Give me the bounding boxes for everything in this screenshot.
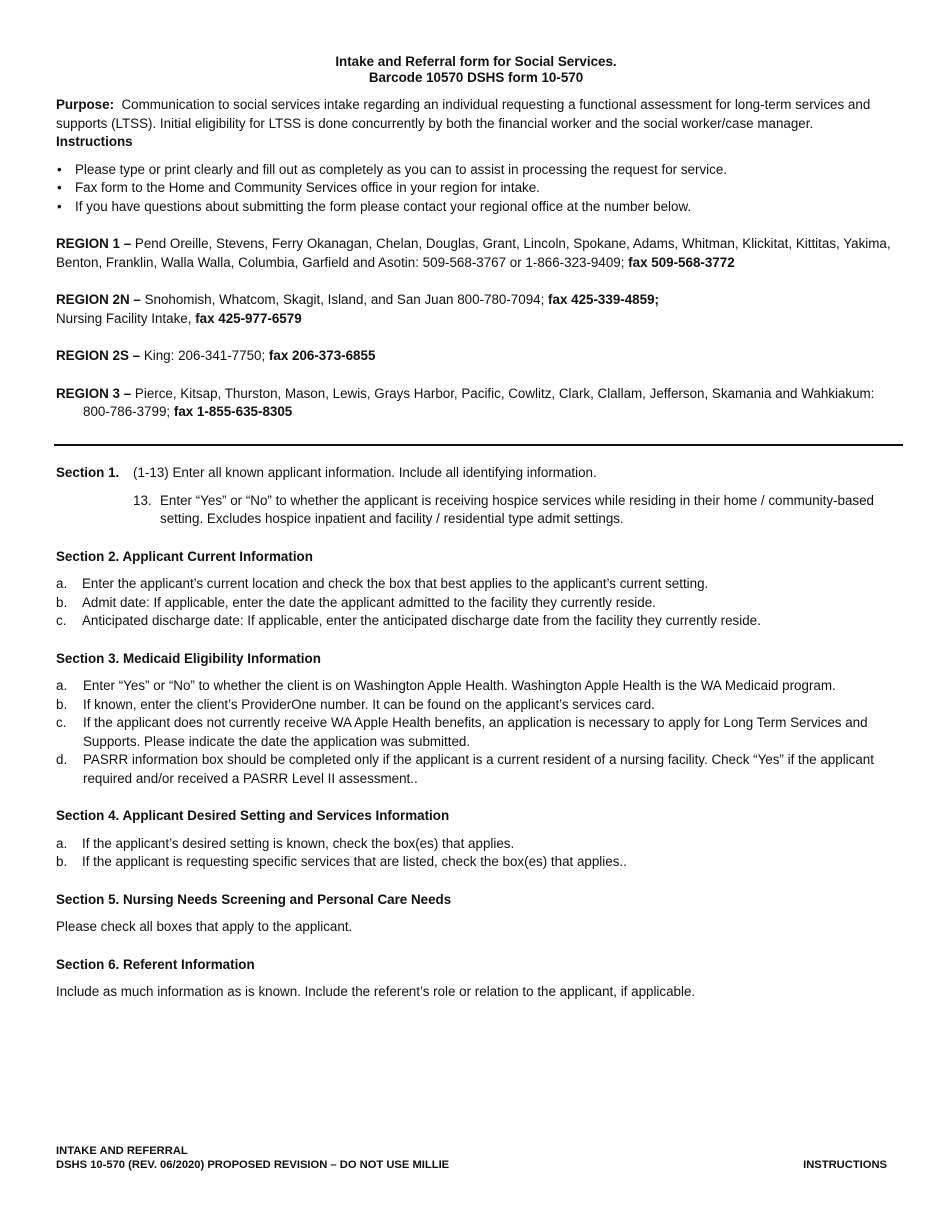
section-5-text: Please check all boxes that apply to the applicant. [56, 919, 353, 934]
item-letter: c. [56, 613, 67, 628]
list-item: • Fax form to the Home and Community Services office in your region for intake. [56, 179, 896, 198]
item-text: Admit date: If applicable, enter the date the applicant admitted to the facility they currently reside. [82, 594, 656, 610]
section-instructions [56, 464, 896, 1002]
item-text: Enter “Yes” or “No” to whether the client is on Washington Apple Health. Washington Apple Health is the WA Medicaid program. [83, 678, 836, 693]
list-item [56, 835, 896, 854]
region-2n-nursing-text: Nursing Facility Intake, [56, 310, 192, 326]
region-2n [56, 291, 896, 328]
list-item [56, 612, 896, 631]
instructions-list [56, 161, 896, 217]
region-3 [56, 385, 896, 422]
list-item [56, 594, 896, 613]
section-6-text: Include as much information as is known. Include the referent’s role or relation to the applicant, if applicable. [56, 984, 696, 999]
region-1-text: Pend Oreille, Stevens, Ferry Okanagan, Chelan, Douglas, Grant, Lincoln, Spokane, Adams, Whitman, Klickitat, Kittitas, Yakima, Benton, Franklin, Walla Walla, Columbia, Garfield and Asotin: 509-568-3767 or 1-866-323-9409; [56, 236, 891, 270]
purpose-label: Purpose: [56, 97, 115, 112]
region-3-text: Pierce, Kitsap, Thurston, Mason, Lewis, Grays Harbor, Pacific, Cowlitz, Clark, Clallam, Jefferson, Skamania and Wahkiakum: 800-786-3799; [83, 385, 875, 419]
section-1 [56, 464, 896, 483]
region-1 [56, 235, 896, 272]
list-item [56, 575, 896, 594]
page-footer [56, 1144, 887, 1172]
list-item [56, 853, 896, 872]
page-title [56, 54, 896, 86]
section-3-list [56, 677, 896, 788]
section-4-heading: Section 4. Applicant Desired Setting and Services Information [56, 808, 450, 823]
region-1-fax: fax 509-568-3772 [628, 254, 735, 270]
instructions-heading: Instructions [56, 134, 133, 149]
item-letter: a. [56, 576, 68, 591]
item-letter: d. [56, 752, 68, 767]
list-item: • If you have questions about submitting the form please contact your regional office at the number below. [56, 198, 896, 217]
region-2n-label: REGION 2N – [56, 292, 141, 307]
item-letter: a. [56, 678, 68, 693]
section-3-heading: Section 3. Medicaid Eligibility Information [56, 650, 321, 666]
list-item [56, 696, 896, 715]
title-line-2: Barcode 10570 DSHS form 10-570 [368, 70, 584, 85]
item-text: If the applicant is requesting specific services that are listed, check the box(es) that applies.. [82, 854, 627, 869]
item-text: Enter the applicant’s current location and check the box that best applies to the applicant’s current setting. [82, 576, 709, 591]
horizontal-divider [54, 444, 903, 446]
section-2-heading: Section 2. Applicant Current Information [56, 548, 313, 564]
region-2s-label: REGION 2S – [56, 348, 141, 363]
list-item [56, 677, 896, 696]
section-5-heading: Section 5. Nursing Needs Screening and Personal Care Needs [56, 891, 452, 907]
item-13-number: 13. [133, 492, 152, 508]
section-1-text: (1-13) Enter all known applicant information. Include all identifying information. [133, 465, 597, 480]
list-item [56, 751, 896, 788]
section-1-label: Section 1. [56, 465, 120, 480]
purpose-text: Communication to social services intake regarding an individual requesting a functional assessment for long-term services and supports (LTSS). Initial eligibility for LTSS is done concurrently by both the financial worker and the social worker/case manager. [56, 97, 871, 131]
item-letter: a. [56, 835, 68, 851]
item-13-text: Enter “Yes” or “No” to whether the applicant is receiving hospice services while residing in their home / community-based setting. Excludes hospice inpatient and facility / residential type admit settings. [160, 492, 874, 526]
footer-right-label: INSTRUCTIONS [803, 1159, 887, 1171]
region-3-fax: fax 1-855-635-8305 [173, 404, 293, 419]
item-text: If known, enter the client’s ProviderOne number. It can be found on the applicant’s services card. [83, 696, 655, 712]
item-text: If the applicant does not currently receive WA Apple Health benefits, an application is necessary to apply for Long Term Services and Supports. Please indicate the date the application was submitted. [83, 715, 868, 749]
purpose-paragraph [56, 96, 896, 133]
item-letter: c. [56, 715, 67, 730]
region-2s-fax: fax 206-373-6855 [268, 348, 376, 363]
section-2-list [56, 575, 896, 631]
item-letter: b. [56, 696, 68, 712]
region-2n-text: Snohomish, Whatcom, Skagit, Island, and San Juan 800-780-7094; [144, 292, 545, 307]
item-text: PASRR information box should be completed only if the applicant is a current resident of a nursing facility. Check “Yes” if the applicant required and/or received a PASRR Level II assessment.. [83, 752, 874, 786]
document-page [56, 54, 896, 422]
list-item: • Please type or print clearly and fill out as completely as you can to assist in processing the request for service. [56, 161, 896, 180]
footer-line-2: DSHS 10-570 (REV. 06/2020) PROPOSED REVISION – DO NOT USE MILLIE [56, 1159, 450, 1171]
item-text: Anticipated discharge date: If applicable, enter the anticipated discharge date from the facility they currently reside. [82, 613, 761, 628]
region-2n-nursing-fax: fax 425-977-6579 [195, 310, 302, 326]
item-text: If the applicant’s desired setting is known, check the box(es) that applies. [82, 835, 515, 851]
section-1-item-13 [133, 492, 896, 529]
item-letter: b. [56, 854, 68, 869]
region-3-label: REGION 3 – [56, 385, 132, 401]
region-2s [56, 347, 896, 366]
section-4-list [56, 835, 896, 872]
item-letter: b. [56, 594, 68, 610]
section-6-heading: Section 6. Referent Information [56, 956, 255, 972]
region-1-label: REGION 1 – [56, 236, 132, 251]
region-2s-text: King: 206-341-7750; [143, 348, 266, 363]
footer-line-1: INTAKE AND REFERRAL [56, 1145, 188, 1157]
list-item [56, 714, 896, 751]
title-line-1: Intake and Referral form for Social Services. [335, 54, 617, 69]
region-2n-fax: fax 425-339-4859; [548, 292, 659, 307]
